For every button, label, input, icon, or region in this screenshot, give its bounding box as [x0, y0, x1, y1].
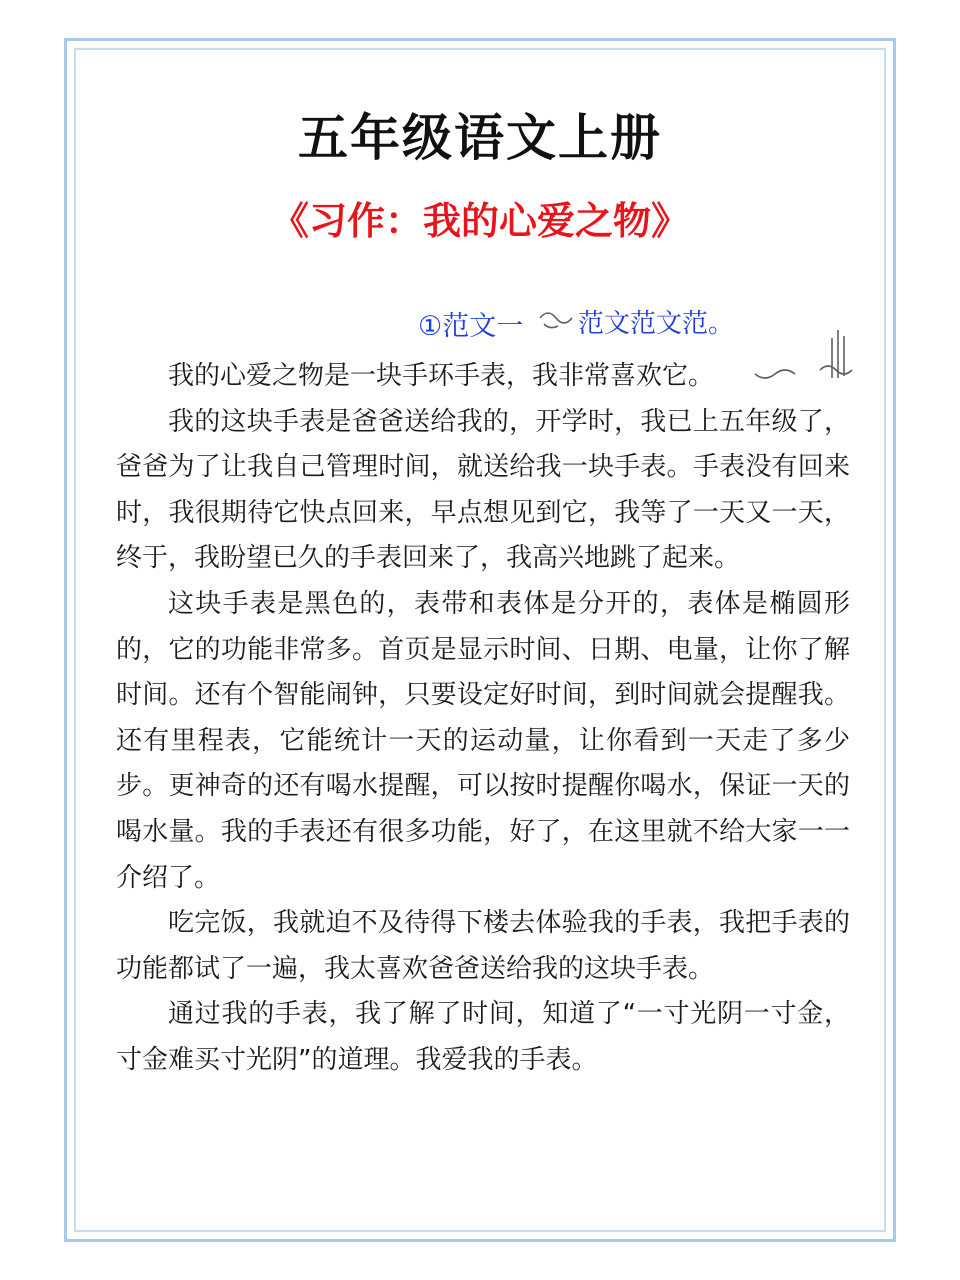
essay-body: [116, 354, 850, 1084]
essay-topic-subtitle: 《习作：我的心爱之物》: [270, 199, 689, 243]
essay-paragraph-2: 我的这块手表是爸爸送给我的，开学时，我已上五年级了，爸爸为了让我自己管理时间，就送给我一块手表。手表没有回来时，我很期待它快点回来，早点想见到它，我等了一天又一天，终于，我盼望已久的手表回来了，我高兴地跳了起来。: [116, 406, 850, 574]
essay-paragraph-1: 我的心爱之物是一块手环手表，我非常喜欢它。: [168, 361, 715, 391]
page-title: 五年级语文上册: [298, 109, 662, 167]
essay-paragraph-5: 通过我的手表，我了解了时间，知道了“一寸光阴一寸金，寸金难买寸光阴”的道理。我爱我的手表。: [116, 999, 850, 1075]
essay-paragraph-4: 吃完饭，我就迫不及待得下楼去体验我的手表，我把手表的功能都试了一遍，我太喜欢爸爸送给我的这块手表。: [116, 908, 850, 984]
essay-paragraph-3: 这块手表是黑色的，表带和表体是分开的，表体是椭圆形的，它的功能非常多。首页是显示时间、日期、电量，让你了解时间。还有个智能闹钟，只要设定好时间，到时间就会提醒我。还有里程表，它能统计一天的运动量，让你看到一天走了多少步。更神奇的还有喝水提醒，可以按时提醒你喝水，保证一天的喝水量。我的手表还有很多功能，好了，在这里就不给大家一一介绍了。: [116, 588, 850, 893]
watermark-text: 范文范文范。: [578, 308, 735, 338]
sample-essay-label: ①范文一: [418, 311, 524, 342]
